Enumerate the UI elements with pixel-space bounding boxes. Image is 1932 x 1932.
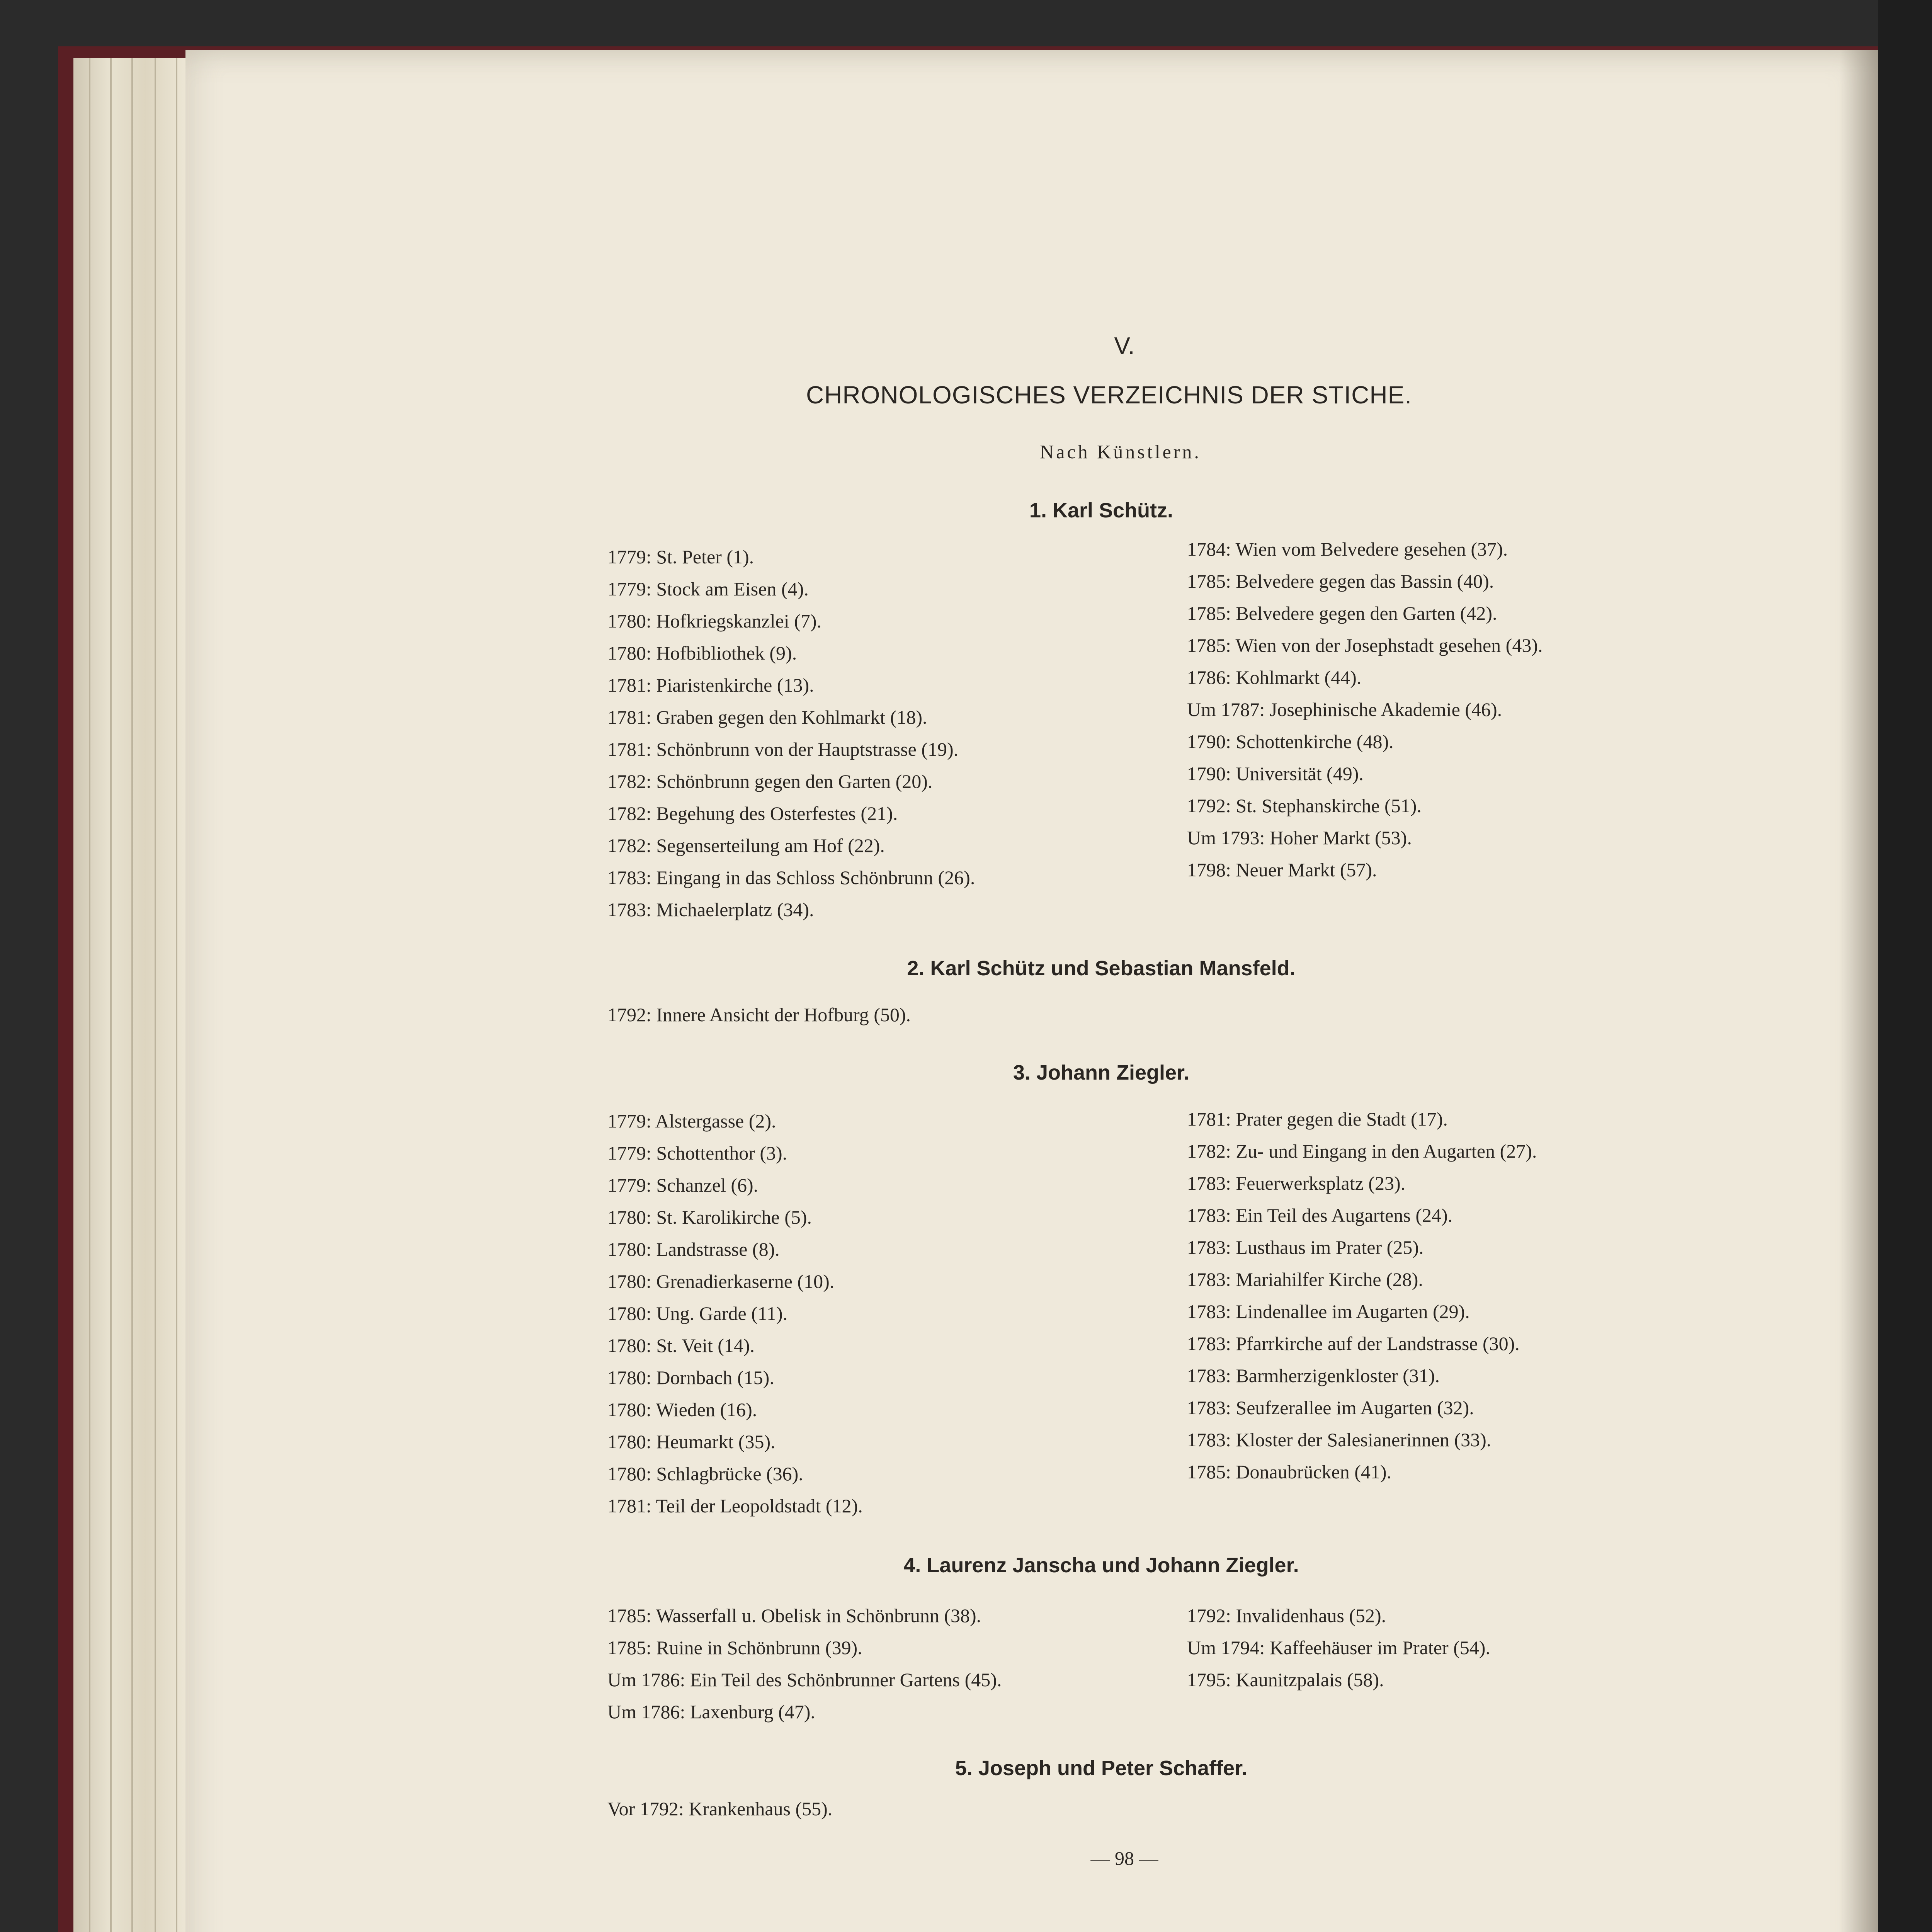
list-item: 1780: St. Karolikirche (5).: [607, 1206, 812, 1228]
list-item: 1798: Neuer Markt (57).: [1187, 859, 1377, 881]
list-item: Um 1787: Josephinische Akademie (46).: [1187, 699, 1502, 720]
chapter-number: V.: [1114, 333, 1135, 359]
list-item: Um 1786: Ein Teil des Schönbrunner Gartens (45).: [607, 1669, 1002, 1690]
list-item: 1781: Piaristenkirche (13).: [607, 674, 814, 696]
list-item: 1780: Dornbach (15).: [607, 1367, 774, 1388]
list-item: Um 1793: Hoher Markt (53).: [1187, 827, 1412, 849]
section-right-column: [1187, 533, 1543, 886]
list-item: 1795: Kaunitzpalais (58).: [1187, 1669, 1384, 1690]
list-item: 1782: Zu- und Eingang in den Augarten (27).: [1187, 1140, 1537, 1162]
list-item: 1783: Seufzerallee im Augarten (32).: [1187, 1397, 1474, 1418]
section-title: 4. Laurenz Janscha und Johann Ziegler.: [903, 1554, 1299, 1577]
list-item: 1779: Schanzel (6).: [607, 1174, 759, 1196]
section-left-column: [607, 1600, 1002, 1728]
section-left-column: [607, 1105, 863, 1522]
list-item: 1780: Grenadierkaserne (10).: [607, 1270, 835, 1292]
list-item: 1790: Universität (49).: [1187, 763, 1364, 784]
list-item: 1779: Schottenthor (3).: [607, 1142, 787, 1164]
list-item: 1780: Heumarkt (35).: [607, 1431, 776, 1452]
list-item: 1785: Wien von der Josephstadt gesehen (43).: [1187, 634, 1543, 656]
list-item: 1781: Schönbrunn von der Hauptstrasse (19).: [607, 738, 959, 760]
list-item: 1781: Teil der Leopoldstadt (12).: [607, 1495, 863, 1517]
list-item: 1786: Kohlmarkt (44).: [1187, 667, 1362, 688]
section-title: 3. Johann Ziegler.: [1013, 1061, 1190, 1084]
list-item: 1783: Barmherzigenkloster (31).: [1187, 1365, 1440, 1386]
list-item: 1780: Wieden (16).: [607, 1399, 757, 1420]
list-item: 1783: Mariahilfer Kirche (28).: [1187, 1269, 1423, 1290]
section-left-column: [607, 999, 911, 1031]
list-item: 1780: Ung. Garde (11).: [607, 1303, 788, 1324]
book-page: [185, 50, 1886, 1932]
list-item: 1783: Lusthaus im Prater (25).: [1187, 1236, 1424, 1258]
section-left-column: [607, 541, 975, 926]
list-item: 1790: Schottenkirche (48).: [1187, 731, 1394, 752]
list-item: 1785: Donaubrücken (41).: [1187, 1461, 1392, 1483]
list-item: 1782: Schönbrunn gegen den Garten (20).: [607, 770, 933, 792]
list-item: 1782: Begehung des Osterfestes (21).: [607, 803, 898, 824]
list-item: 1780: St. Veit (14).: [607, 1335, 755, 1356]
background-right: [1878, 0, 1932, 1932]
list-item: 1780: Schlagbrücke (36).: [607, 1463, 803, 1485]
chapter-title: CHRONOLOGISCHES VERZEICHNIS DER STICHE.: [806, 381, 1412, 409]
list-item: 1781: Prater gegen die Stadt (17).: [1187, 1108, 1448, 1130]
list-item: 1785: Wasserfall u. Obelisk in Schönbrunn (38).: [607, 1605, 981, 1626]
list-item: 1792: St. Stephanskirche (51).: [1187, 795, 1422, 816]
section-title: 2. Karl Schütz und Sebastian Mansfeld.: [907, 957, 1296, 980]
list-item: 1783: Eingang in das Schloss Schönbrunn (26).: [607, 867, 975, 888]
list-item: 1781: Graben gegen den Kohlmarkt (18).: [607, 706, 927, 728]
chapter-subtitle: Nach Künstlern.: [1040, 441, 1201, 463]
list-item: 1780: Hofkriegskanzlei (7).: [607, 610, 822, 632]
list-item: 1783: Lindenallee im Augarten (29).: [1187, 1301, 1470, 1322]
section-title: 5. Joseph und Peter Schaffer.: [955, 1757, 1248, 1780]
list-item: 1783: Ein Teil des Augartens (24).: [1187, 1204, 1453, 1226]
list-item: 1783: Kloster der Salesianerinnen (33).: [1187, 1429, 1492, 1451]
list-item: 1783: Feuerwerksplatz (23).: [1187, 1172, 1406, 1194]
list-item: Um 1794: Kaffeehäuser im Prater (54).: [1187, 1637, 1490, 1658]
section-left-column: [607, 1793, 832, 1825]
list-item: 1779: Alstergasse (2).: [607, 1110, 776, 1132]
list-item: 1780: Landstrasse (8).: [607, 1238, 780, 1260]
list-item: Vor 1792: Krankenhaus (55).: [607, 1798, 833, 1820]
list-item: 1785: Ruine in Schönbrunn (39).: [607, 1637, 862, 1658]
list-item: 1783: Michaelerplatz (34).: [607, 899, 814, 920]
list-item: 1779: Stock am Eisen (4).: [607, 578, 809, 600]
section-right-column: [1187, 1600, 1490, 1696]
list-item: 1785: Belvedere gegen den Garten (42).: [1187, 602, 1497, 624]
list-item: 1782: Segenserteilung am Hof (22).: [607, 835, 885, 856]
list-item: 1792: Invalidenhaus (52).: [1187, 1605, 1386, 1626]
list-item: 1792: Innere Ansicht der Hofburg (50).: [607, 1004, 911, 1026]
page-edges: [73, 58, 193, 1932]
page-number: — 98 —: [1090, 1847, 1158, 1869]
list-item: 1780: Hofbibliothek (9).: [607, 642, 797, 664]
list-item: 1784: Wien vom Belvedere gesehen (37).: [1187, 538, 1508, 560]
list-item: 1779: St. Peter (1).: [607, 546, 754, 568]
list-item: Um 1786: Laxenburg (47).: [607, 1701, 815, 1723]
list-item: 1783: Pfarrkirche auf der Landstrasse (30).: [1187, 1333, 1520, 1354]
list-item: 1785: Belvedere gegen das Bassin (40).: [1187, 570, 1494, 592]
section-title: 1. Karl Schütz.: [1029, 499, 1173, 522]
section-right-column: [1187, 1103, 1537, 1488]
